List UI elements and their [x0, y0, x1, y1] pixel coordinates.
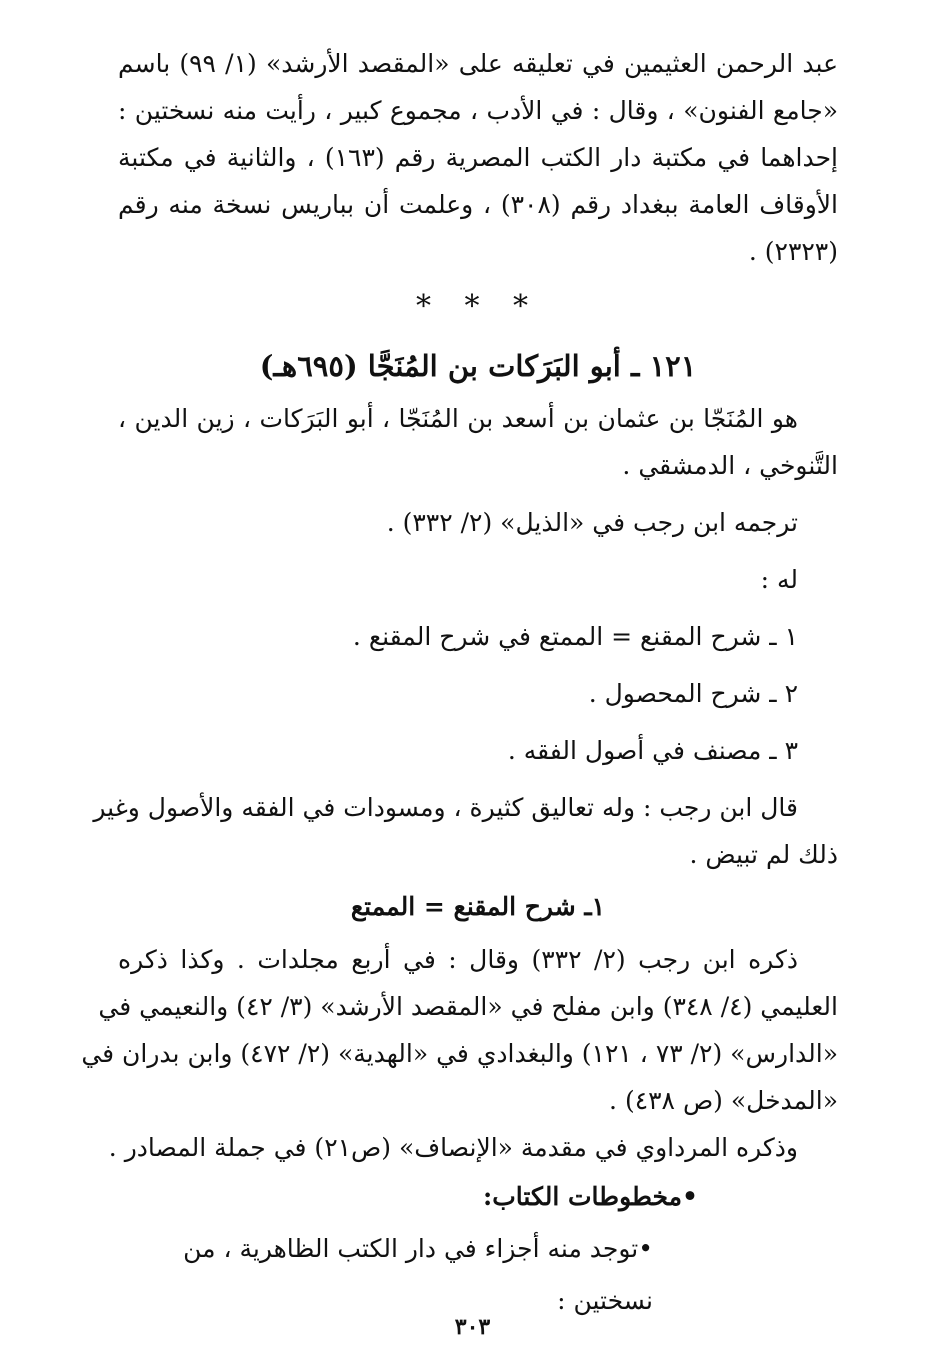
work-item-2: ٢ ـ شرح المحصول . — [588, 679, 798, 708]
quote-line-1: قال ابن رجب : وله تعاليق كثيرة ، ومسودات في الفقه والأصول وغير — [93, 793, 798, 822]
work-item-3: ٣ ـ مصنف في أصول الفقه . — [507, 736, 798, 765]
page-body — [81, 40, 838, 1340]
works-label: له : — [760, 565, 798, 594]
work1-heading: ١ـ شرح المقنع = الممتع — [350, 892, 606, 921]
intro-line-1: عبد الرحمن العثيمين في تعليقه على «المقصد الأرشد» (١/ ٩٩) باسم — [118, 49, 838, 78]
intro-line-4: الأوقاف العامة ببغداد رقم (٣٠٨) ، وعلمت أن بباريس نسخة منه رقم — [118, 190, 838, 219]
section-separator: * * * — [415, 289, 541, 324]
entry-title: ١٢١ ـ أبو البَرَكات بن المُنَجَّا (٦٩٥هـ) — [259, 349, 697, 383]
work1-line-1: ذكره ابن رجب (٢/ ٣٣٢) وقال : في أربع مجلدات . وكذا ذكره — [118, 945, 799, 974]
work-item-1: ١ ـ شرح المقنع = الممتع في شرح المقنع . — [352, 622, 798, 651]
quote-line-2: ذلك لم تبيض . — [689, 840, 838, 869]
manuscripts-heading: •مخطوطات الكتاب: — [483, 1182, 698, 1211]
bio-line-1: هو المُنَجّا بن عثمان بن أسعد بن المُنَجّا ، أبو البَرَكات ، زين الدين ، — [118, 404, 798, 433]
manuscripts-line: •توجد منه أجزاء في دار الكتب الظاهرية ، من نسختين : — [183, 1234, 653, 1315]
mardawi-line: وذكره المرداوي في مقدمة «الإنصاف» (ص٢١) في جملة المصادر . — [108, 1133, 798, 1162]
translation-line: ترجمه ابن رجب في «الذيل» (٢/ ٣٣٢) . — [386, 508, 798, 537]
bio-line-2: التَّنوخي ، الدمشقي . — [622, 451, 838, 480]
intro-line-3: إحداهما في مكتبة دار الكتب المصرية رقم (١٦٣) ، والثانية في مكتبة — [118, 143, 838, 172]
page-number: ٣٠٣ — [454, 1314, 491, 1340]
work1-line-2: العليمي (٤/ ٣٤٨) وابن مفلح في «المقصد الأرشد» (٣/ ٤٢) والنعيمي في — [98, 992, 838, 1021]
work1-line-4: «المدخل» (ص ٤٣٨) . — [609, 1086, 838, 1115]
intro-line-2: «جامع الفنون» ، وقال : في الأدب ، مجموع كبير ، رأيت منه نسختين : — [118, 96, 838, 125]
intro-line-5: (٢٣٢٣) . — [748, 237, 838, 266]
work1-line-3: «الدارس» (٢/ ٧٣ ، ١٢١) والبغدادي في «الهدية» (٢/ ٤٧٢) وابن بدران في — [81, 1039, 838, 1068]
